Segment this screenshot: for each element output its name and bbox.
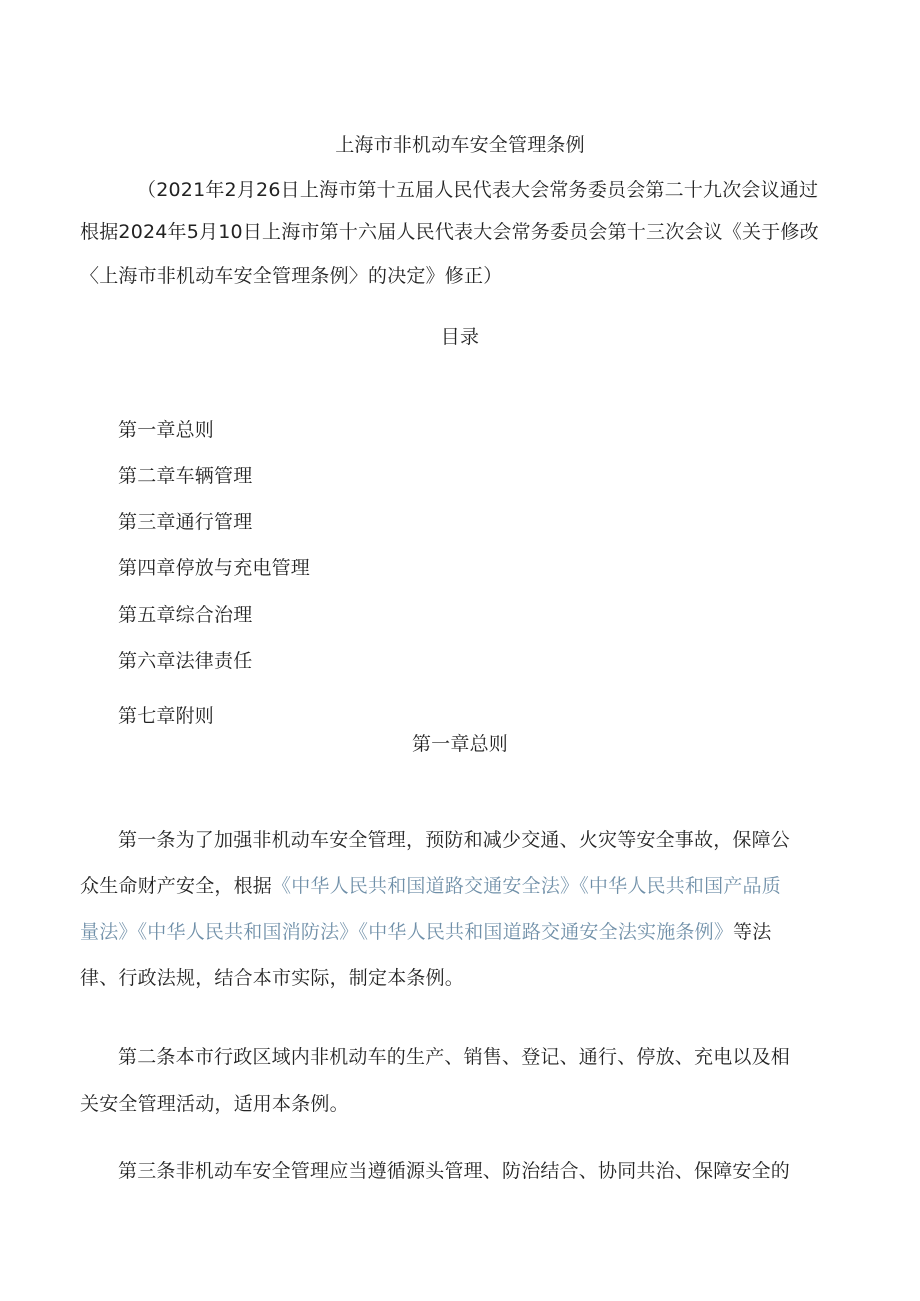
article-1-line-4: 律、行政法规，结合本市实际，制定本条例。 [80, 967, 465, 989]
document-title: 上海市非机动车安全管理条例 [335, 134, 585, 156]
law-link-product-quality[interactable]: 《中华人民共和国产品质 [579, 875, 781, 897]
toc-item-chapter-2[interactable]: 第二章车辆管理 [118, 465, 253, 487]
toc-item-chapter-3[interactable]: 第三章通行管理 [118, 511, 253, 533]
article-1-line-1: 第一条为了加强非机动车安全管理，预防和减少交通、火灾等安全事故，保障公 [118, 829, 791, 851]
article-1-text: 众生命财产安全，根据 [80, 875, 273, 897]
preamble-line-2: 根据2024年5月10日上海市第十六届人民代表大会常务委员会第十三次会议《关于修改 [80, 221, 819, 243]
chapter-1-heading: 第一章总则 [411, 733, 508, 755]
article-1-text-tail: 等法 [733, 921, 772, 943]
article-1-line-3 [80, 920, 771, 944]
toc-title: 目录 [440, 326, 480, 348]
toc-item-chapter-1[interactable]: 第一章总则 [118, 419, 215, 441]
article-2-line-2: 关安全管理活动，适用本条例。 [80, 1093, 349, 1115]
law-link-product-quality-cont[interactable]: 量法》 [80, 921, 138, 943]
law-link-fire-protection[interactable]: 《中华人民共和国消防法》 [137, 921, 359, 943]
toc-item-chapter-5[interactable]: 第五章综合治理 [118, 604, 253, 626]
law-link-road-traffic-regulations[interactable]: 《中华人民共和国道路交通安全法实施条例》 [358, 921, 734, 943]
article-3-line-1: 第三条非机动车安全管理应当遵循源头管理、防治结合、协同共治、保障安全的 [118, 1160, 791, 1182]
article-2-line-1: 第二条本市行政区域内非机动车的生产、销售、登记、通行、停放、充电以及相 [118, 1046, 791, 1068]
toc-item-chapter-4[interactable]: 第四章停放与充电管理 [118, 557, 311, 579]
toc-item-chapter-6[interactable]: 第六章法律责任 [118, 650, 253, 672]
article-1-line-2 [80, 874, 781, 898]
law-link-road-traffic-safety[interactable]: 《中华人民共和国道路交通安全法》 [272, 875, 580, 897]
toc-item-chapter-7[interactable]: 第七章附则 [118, 705, 215, 727]
preamble-line-1: （2021年2月26日上海市第十五届人民代表大会常务委员会第二十九次会议通过 [137, 179, 819, 201]
preamble-line-3: 〈上海市非机动车安全管理条例〉的决定》修正） [80, 265, 503, 287]
